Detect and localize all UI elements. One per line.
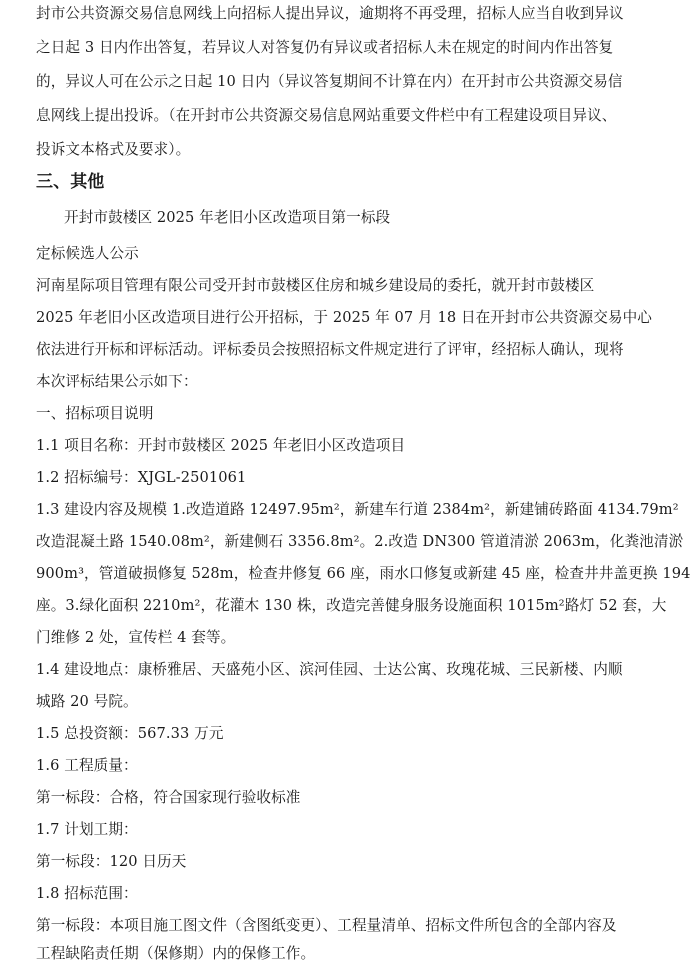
item-scope-line: 1.3 建设内容及规模 1.改造道路 12497.95m²，新建车行道 2384m²，新建铺砖路面 4134.79m² (36, 501, 679, 518)
intro-line: 息网线上提出投诉。（在开封市公共资源交易信息网站重要文件栏中有工程建设项目异议、 (36, 107, 617, 124)
item-scope-line: 座。3.绿化面积 2210m²，花灌木 130 株，改造完善健身服务设施面积 1015m²路灯 52 套，大 (36, 597, 667, 614)
item-scope-line: 改造混凝土路 1540.08m²，新建侧石 3356.8m²。2.改造 DN300 管道清淤 2063m，化粪池清淤 (36, 533, 684, 550)
intro-line: 封市公共资源交易信息网线上向招标人提出异议，逾期将不再受理，招标人应当自收到异议 (36, 5, 624, 22)
item-range-line: 第一标段：本项目施工图文件（含图纸变更）、工程量清单、招标文件所包含的全部内容及 (36, 917, 617, 934)
item-project-name: 1.1 项目名称：开封市鼓楼区 2025 年老旧小区改造项目 (36, 437, 406, 454)
item-duration-value: 第一标段：120 日历天 (36, 853, 187, 870)
intro-line: 投诉文本格式及要求）。 (36, 141, 191, 158)
item-scope-line: 900m³，管道破损修复 528m，检查井修复 66 座，雨水口修复或新建 45 座，检查井井盖更换 194 (36, 565, 690, 582)
announcement-title: 开封市鼓楼区 2025 年老旧小区改造项目第一标段 (64, 209, 391, 226)
paragraph-line: 2025 年老旧小区改造项目进行公开招标，于 2025 年 07 月 18 日在开封市公共资源交易中心 (36, 309, 652, 326)
intro-line: 的，异议人可在公示之日起 10 日内（异议答复期间不计算在内）在开封市公共资源交易信 (36, 73, 623, 90)
item-range-line: 工程缺陷责任期（保修期）内的保修工作。 (36, 945, 316, 962)
intro-line: 之日起 3 日内作出答复，若异议人对答复仍有异议或者招标人未在规定的时间内作出答复 (36, 39, 614, 56)
section-heading: 三、其他 (36, 172, 105, 192)
item-location-line: 城路 20 号院。 (36, 693, 138, 710)
item-duration: 1.7 计划工期： (36, 821, 138, 838)
item-tender-number: 1.2 招标编号：XJGL-2501061 (36, 469, 247, 486)
paragraph-line: 河南星际项目管理有限公司受开封市鼓楼区住房和城乡建设局的委托，就开封市鼓楼区 (36, 277, 595, 294)
paragraph-line: 依法进行开标和评标活动。评标委员会按照招标文件规定进行了评审，经招标人确认，现将 (36, 341, 624, 358)
paragraph-line: 本次评标结果公示如下： (36, 373, 198, 390)
announcement-subtitle: 定标候选人公示 (36, 245, 139, 262)
subsection-heading: 一、招标项目说明 (36, 405, 154, 422)
item-scope-line: 门维修 2 处，宣传栏 4 套等。 (36, 629, 236, 646)
item-location-line: 1.4 建设地点：康桥雅居、天盛苑小区、滨河佳园、士达公寓、玫瑰花城、三民新楼、内顺 (36, 661, 623, 678)
item-quality: 1.6 工程质量： (36, 757, 138, 774)
item-quality-value: 第一标段：合格，符合国家现行验收标准 (36, 789, 301, 806)
item-range: 1.8 招标范围： (36, 885, 138, 902)
item-investment: 1.5 总投资额：567.33 万元 (36, 725, 224, 742)
